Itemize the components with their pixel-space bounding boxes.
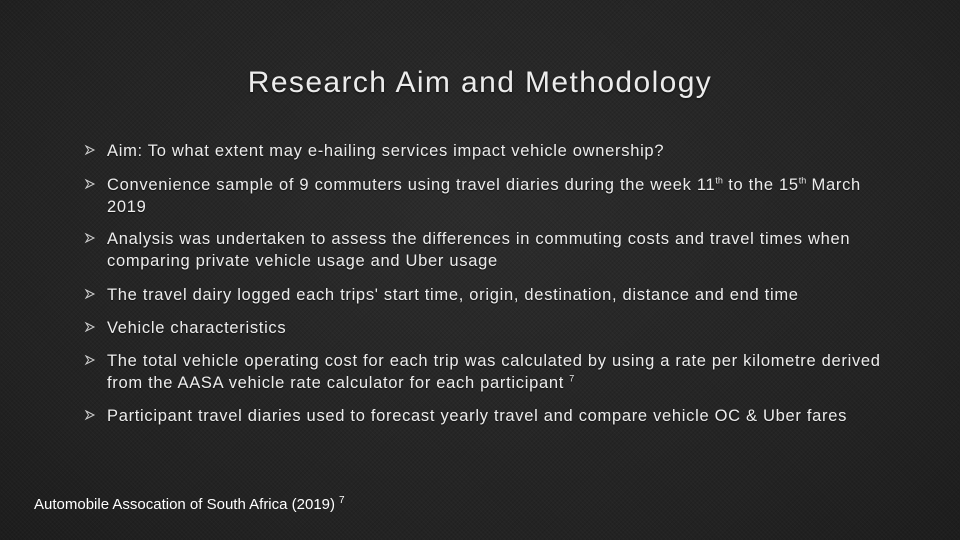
arrow-right-outline-icon	[84, 288, 96, 300]
bullet-text: The total vehicle operating cost for each trip was calculated by using a rate per kilometre derived from the AASA vehicle rate calculator for each participant	[107, 352, 881, 392]
footnote-text: Automobile Assocation of South Africa (2019)	[34, 496, 336, 513]
bullet-text: The travel dairy logged each trips' start time, origin, destination, distance and end time	[107, 286, 799, 304]
arrow-right-outline-icon	[84, 144, 96, 156]
bullet-item-vehicle-characteristics	[82, 317, 882, 339]
arrow-right-outline-icon	[84, 232, 96, 244]
bullet-text: Convenience sample of 9 commuters using travel diaries during the week 11	[107, 176, 716, 194]
bullet-text: Vehicle characteristics	[107, 319, 287, 337]
bullet-item-operating-cost	[82, 350, 882, 394]
bullet-list	[82, 140, 882, 427]
bullet-text: Aim: To what extent may e-hailing services impact vehicle ownership?	[107, 142, 665, 160]
arrow-right-outline-icon	[84, 178, 96, 190]
arrow-right-outline-icon	[84, 321, 96, 333]
bullet-item-analysis	[82, 228, 882, 272]
superscript: th	[715, 175, 723, 186]
bullet-item-travel-dairy	[82, 284, 882, 306]
bullet-item-sample	[82, 174, 882, 218]
bullet-text: Analysis was undertaken to assess the differences in commuting costs and travel times when comparing private vehicle usage and Uber usage	[107, 230, 851, 270]
bullet-item-forecast	[82, 405, 882, 427]
slide-title: Research Aim and Methodology	[247, 66, 713, 99]
superscript: 7	[569, 373, 575, 384]
arrow-right-outline-icon	[84, 409, 96, 421]
footnote-reference	[34, 496, 345, 513]
bullet-text: March 2019	[107, 176, 861, 216]
bullet-text: to the 15	[722, 176, 799, 194]
footnote-number: 7	[339, 495, 345, 506]
bullet-item-aim	[82, 140, 882, 162]
superscript: th	[798, 175, 807, 186]
bullet-text: Participant travel diaries used to forecast yearly travel and compare vehicle OC & Uber fares	[107, 407, 848, 425]
arrow-right-outline-icon	[84, 354, 96, 366]
